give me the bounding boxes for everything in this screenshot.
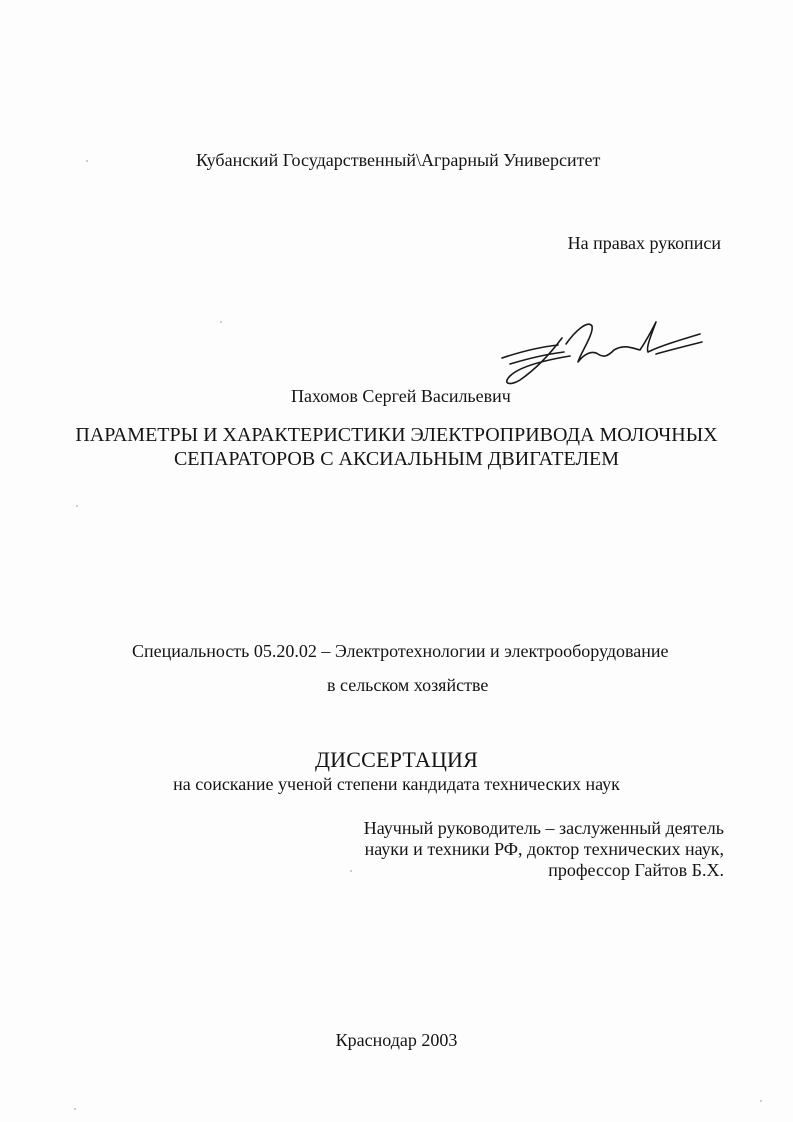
author-name: Пахомов Сергей Васильевич (291, 386, 511, 406)
degree-sought: на соискание ученой степени кандидата технических наук (173, 774, 620, 794)
scan-speck (350, 870, 352, 872)
supervisor-line-3: профессор Гайтов Б.Х. (548, 860, 724, 880)
document-type: ДИССЕРТАЦИЯ (314, 747, 479, 772)
supervisor-line-2: науки и техники РФ, доктор технических наук, (364, 839, 724, 859)
specialty-line-1: Специальность 05.20.02 – Электротехнологии и электрооборудование (132, 641, 669, 661)
scan-speck (760, 1100, 762, 1102)
scan-speck (220, 321, 222, 323)
supervisor-line-1: Научный руководитель – заслуженный деятель (363, 818, 724, 838)
university-name: Кубанский Государственный\Аграрный Университет (196, 150, 601, 170)
scan-speck (76, 505, 78, 507)
specialty-line-2: в сельском хозяйстве (327, 675, 489, 695)
dissertation-title-line-1: ПАРАМЕТРЫ И ХАРАКТЕРИСТИКИ ЭЛЕКТРОПРИВОДА МОЛОЧНЫХ (75, 424, 718, 446)
scan-speck (74, 1108, 76, 1110)
scan-speck (86, 160, 88, 162)
city-year: Краснодар 2003 (335, 1030, 458, 1050)
dissertation-title-line-2: СЕПАРАТОРОВ С АКСИАЛЬНЫМ ДВИГАТЕЛЕМ (173, 448, 620, 470)
author-signature-icon (480, 314, 710, 389)
rights-note: На правах рукописи (567, 233, 721, 253)
